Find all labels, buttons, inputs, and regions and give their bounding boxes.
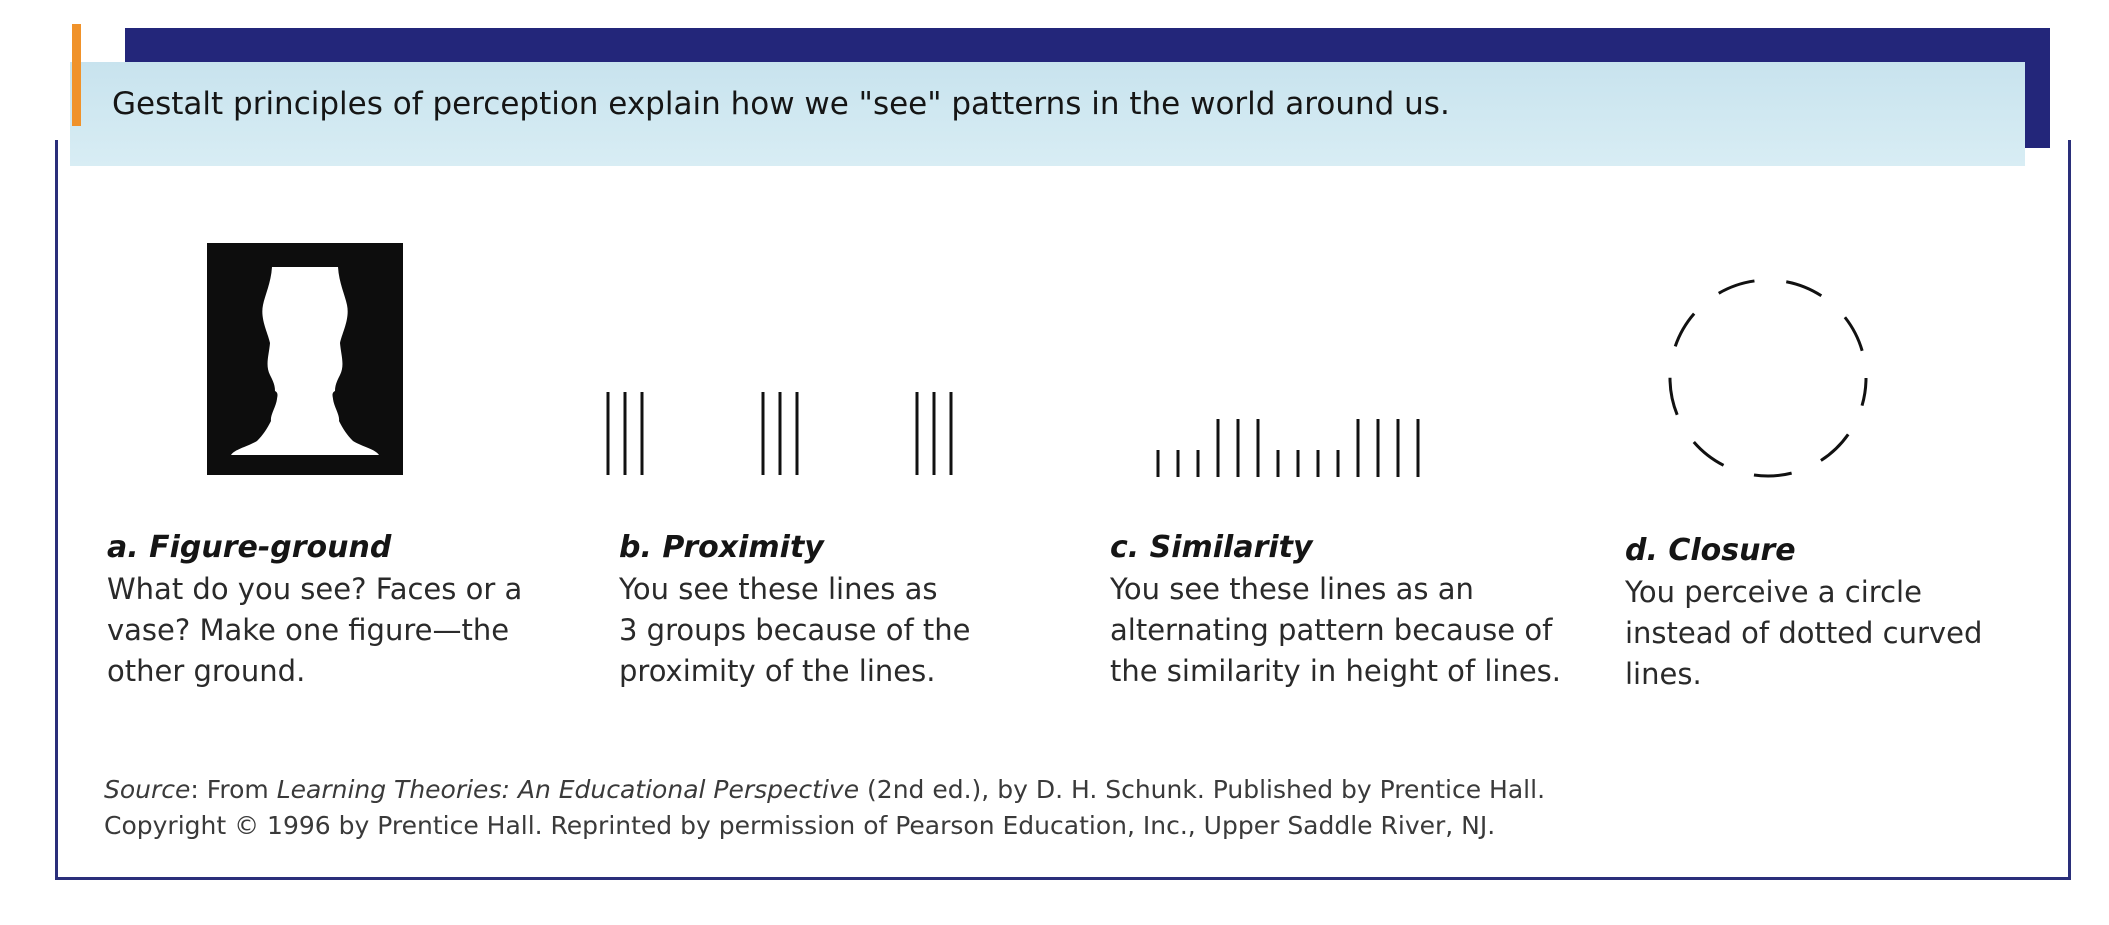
panel-caption: What do you see? Faces or a vase? Make one figure—the other ground. bbox=[107, 572, 523, 688]
panel-proximity bbox=[619, 530, 1079, 692]
panel-caption: You see these lines as an alternating pattern because of the similarity in height of lines. bbox=[1110, 572, 1561, 688]
proximity-lines-illustration bbox=[600, 390, 980, 480]
panel-title: b. Proximity bbox=[619, 530, 824, 565]
book-title: Learning Theories: An Educational Perspective bbox=[276, 775, 860, 804]
source-citation: Source: From Learning Theories: An Educational Perspective (2nd ed.), by D. H. Schunk. Published by Prentice Hall. Copyright © 1996 by Prentice Hall. Reprinted by permission of Pearson Education, Inc., Upper Saddle River, NJ. bbox=[104, 775, 1546, 840]
panel-title: d. Closure bbox=[1625, 533, 1796, 568]
proximity-group-1 bbox=[608, 392, 642, 475]
panel-caption: You see these lines as 3 groups because of the proximity of the lines. bbox=[619, 572, 971, 688]
source-label: Source bbox=[104, 775, 191, 804]
panel-title: a. Figure-ground bbox=[107, 530, 392, 565]
similarity-lines-illustration bbox=[1150, 415, 1450, 480]
panel-closure bbox=[1625, 533, 2085, 695]
panel-title: c. Similarity bbox=[1110, 530, 1313, 565]
panel-figure-ground bbox=[107, 530, 567, 692]
copyright-line: Copyright © 1996 by Prentice Hall. Reprinted by permission of Pearson Education, Inc., Upper Saddle River, NJ. bbox=[104, 811, 1496, 840]
proximity-group-2 bbox=[763, 392, 797, 475]
figure-ground-illustration bbox=[207, 243, 403, 475]
panel-similarity bbox=[1110, 530, 1570, 692]
header-accent-tab bbox=[72, 24, 81, 126]
page-title: Gestalt principles of perception explain how we "see" patterns in the world around us. bbox=[112, 86, 1450, 122]
closure-circle-illustration bbox=[1660, 270, 1880, 490]
proximity-group-3 bbox=[917, 392, 951, 475]
panel-caption: You perceive a circle instead of dotted curved lines. bbox=[1625, 575, 1983, 691]
